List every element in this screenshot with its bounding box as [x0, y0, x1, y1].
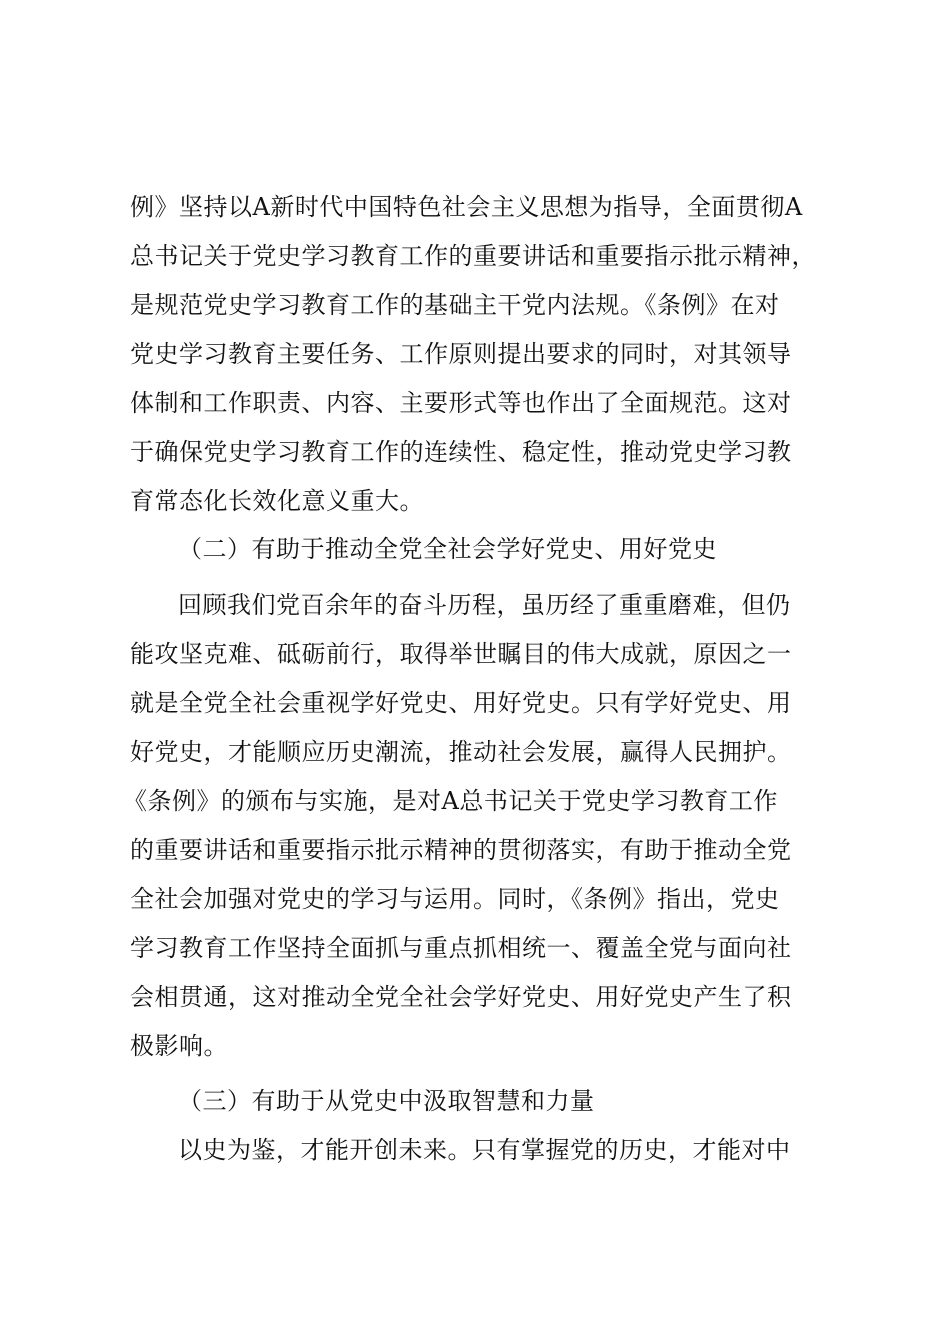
text-line: 全社会加强对党史的学习与运用。同时，《条例》指出，党史	[130, 885, 780, 913]
text-line: 好党史，才能顺应历史潮流，推动社会发展，赢得人民拥护。	[130, 738, 792, 766]
text-line: 党史学习教育主要任务、工作原则提出要求的同时，对其领导	[130, 340, 792, 368]
text-line: 的重要讲话和重要指示批示精神的贯彻落实，有助于推动全党	[130, 836, 792, 864]
text-line: 以史为鉴，才能开创未来。只有掌握党的历史，才能对中	[178, 1136, 791, 1164]
text-line: 会相贯通，这对推动全党全社会学好党史、用好党史产生了积	[130, 983, 792, 1011]
text-line: 极影响。	[130, 1032, 228, 1060]
text-line: 能攻坚克难、砥砺前行，取得举世瞩目的伟大成就，原因之一	[130, 640, 792, 668]
text-line: 回顾我们党百余年的奋斗历程，虽历经了重重磨难，但仍	[178, 591, 791, 619]
section-heading: （二）有助于推动全党全社会学好党史、用好党史	[178, 535, 717, 563]
section-heading: （三）有助于从党史中汲取智慧和力量	[178, 1087, 595, 1115]
text-line: 体制和工作职责、内容、主要形式等也作出了全面规范。这对	[130, 389, 792, 417]
text-line: 育常态化长效化意义重大。	[130, 487, 424, 515]
text-line: 《条例》的颁布与实施，是对A总书记关于党史学习教育工作	[123, 787, 778, 815]
text-line: 是规范党史学习教育工作的基础主干党内法规。《条例》在对	[130, 291, 780, 319]
text-line: 于确保党史学习教育工作的连续性、稳定性，推动党史学习教	[130, 438, 792, 466]
text-line: 就是全党全社会重视学好党史、用好党史。只有学好党史、用	[130, 689, 792, 717]
text-line: 总书记关于党史学习教育工作的重要讲话和重要指示批示精神，	[130, 242, 816, 270]
text-line: 例》坚持以A新时代中国特色社会主义思想为指导，全面贯彻A	[130, 193, 803, 221]
text-line: 学习教育工作坚持全面抓与重点抓相统一、覆盖全党与面向社	[130, 934, 792, 962]
